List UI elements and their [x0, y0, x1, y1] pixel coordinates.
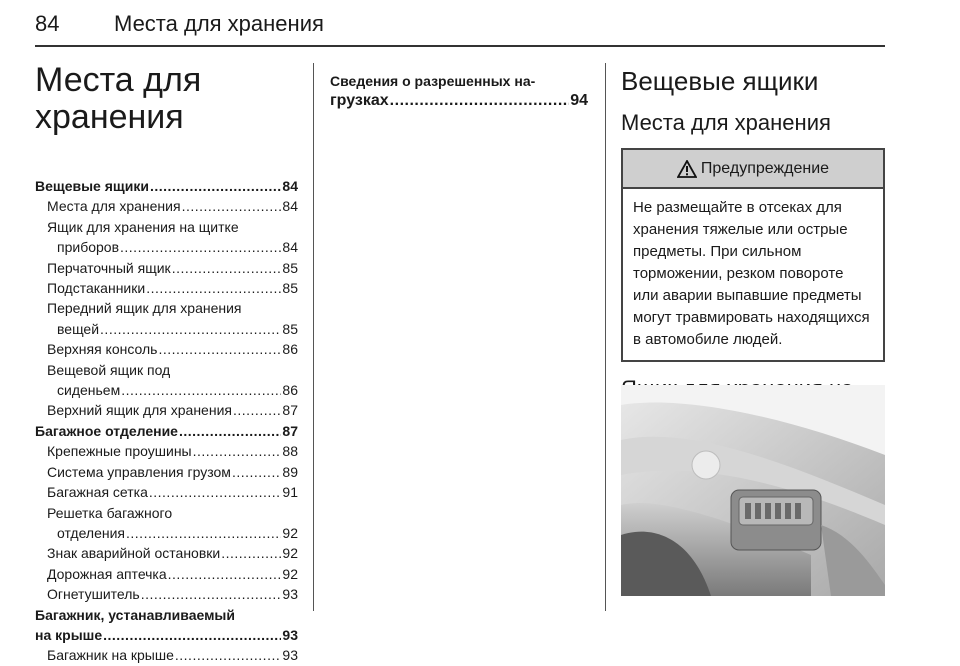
toc-entry-text: на крыше [35, 626, 103, 643]
toc-entry-page: 87 [282, 402, 298, 419]
toc-entry[interactable] [35, 421, 298, 441]
toc-entry-page: 86 [282, 382, 298, 399]
toc-entry-text: Вещевые ящики [35, 178, 149, 194]
toc-entry[interactable] [35, 380, 298, 400]
column-divider-right [605, 63, 606, 611]
toc-entry-text: Багажник на крыше [47, 647, 174, 664]
warning-header [623, 150, 883, 189]
toc-entry[interactable] [35, 564, 298, 584]
running-header-title: Места для хранения [114, 11, 324, 36]
toc-entry[interactable] [35, 278, 298, 298]
toc-entry[interactable] [35, 523, 298, 543]
toc-entry-page: 86 [282, 341, 298, 358]
toc-entry[interactable] [35, 625, 298, 645]
toc-entry-page: 93 [282, 586, 298, 603]
toc-continuation-column [330, 71, 588, 112]
warning-text: Не размещайте в отсеках для хранения тяжелые или острые предметы. При сильном торможении, резком повороте или аварии выпавшие предметы могут травмировать находящихся в автомобиле людей. [633, 199, 870, 348]
toc-entry-page: 84 [282, 178, 298, 194]
toc-entry-text: Дорожная аптечка [47, 565, 167, 582]
toc-entry-text: Верхняя консоль [47, 341, 158, 358]
section-title: Вещевые ящики [621, 66, 819, 96]
toc-entry[interactable] [35, 339, 298, 359]
toc-entry-text: Багажное отделение [35, 422, 178, 439]
toc-entry-page: 88 [282, 443, 298, 460]
toc-entry-page: 84 [282, 239, 298, 256]
warning-title: Предупреждение [700, 159, 830, 177]
toc-entry-page: 92 [282, 565, 298, 582]
chapter-title-line1: Места для [35, 61, 202, 99]
toc-entry-page: 89 [282, 463, 298, 480]
toc-entry-line: Вещевой ящик под [47, 361, 171, 378]
toc-entry[interactable] [35, 196, 298, 216]
toc-entry[interactable] [35, 543, 298, 563]
warning-triangle-icon [677, 160, 697, 178]
toc-entry-line: Багажник, устанавливаемый [35, 606, 235, 623]
toc-entry-text: Знак аварийной остановки [47, 545, 221, 562]
toc-entry-text: отделения [57, 524, 126, 541]
toc-entry-page: 93 [282, 626, 298, 643]
toc-entry-line: Сведения о разрешенных на- [330, 73, 536, 89]
toc-entry-page: 93 [282, 647, 298, 664]
toc-entry-text: сиденьем [57, 382, 121, 399]
toc-entry-line: Передний ящик для хранения [47, 300, 242, 317]
toc-entry-page: 92 [282, 524, 298, 541]
chapter-title [35, 62, 298, 136]
toc-entry-text: Крепежные проушины [47, 443, 192, 460]
toc-entry-text: Багажная сетка [47, 484, 148, 501]
toc-entry-text: Огнетушитель [47, 586, 140, 603]
toc-entry-text: Места для хранения [47, 198, 181, 215]
toc-entry[interactable] [330, 91, 588, 111]
toc-entry[interactable] [35, 258, 298, 278]
header-rule [35, 45, 885, 47]
page-number: 84 [35, 11, 60, 36]
toc-entry-page: 85 [282, 259, 298, 276]
toc-entry-text: вещей [57, 320, 100, 337]
chapter-toc-column [35, 62, 298, 666]
toc-entry[interactable] [35, 400, 298, 420]
toc-entry-text: Система управления грузом [47, 463, 231, 480]
toc-entry[interactable] [35, 462, 298, 482]
toc-entry-text: Подстаканники [47, 280, 146, 297]
table-of-contents [35, 176, 298, 666]
toc-entry-page: 85 [282, 320, 298, 337]
toc-entry[interactable] [35, 441, 298, 461]
toc-entry[interactable] [35, 237, 298, 257]
toc-entry[interactable] [35, 176, 298, 196]
content-column [621, 66, 885, 428]
chapter-title-line2: хранения [35, 98, 184, 136]
toc-entry-page: 85 [282, 280, 298, 297]
toc-entry[interactable] [35, 645, 298, 665]
toc-entry-page: 92 [282, 545, 298, 562]
toc-entry-page: 84 [282, 198, 298, 215]
toc-entry[interactable] [35, 319, 298, 339]
toc-entry-page: 91 [282, 484, 298, 501]
toc-entry[interactable] [35, 584, 298, 604]
warning-box [621, 148, 885, 362]
toc-entry-text: Верхний ящик для хранения [47, 402, 232, 419]
toc-entry-text: грузках [330, 92, 389, 110]
dashboard-storage-photo [621, 385, 885, 596]
column-divider-left [313, 63, 314, 611]
toc-entry-line: Ящик для хранения на щитке [47, 218, 239, 235]
toc-entry-text: Перчаточный ящик [47, 259, 171, 276]
toc-entry[interactable] [35, 482, 298, 502]
toc-entry-text: приборов [57, 239, 120, 256]
toc-entry-line: Решетка багажного [47, 504, 173, 521]
subsection-title: Места для хранения [621, 110, 831, 135]
toc-entry-page: 87 [282, 422, 298, 439]
toc-entry-page: 94 [570, 92, 588, 110]
